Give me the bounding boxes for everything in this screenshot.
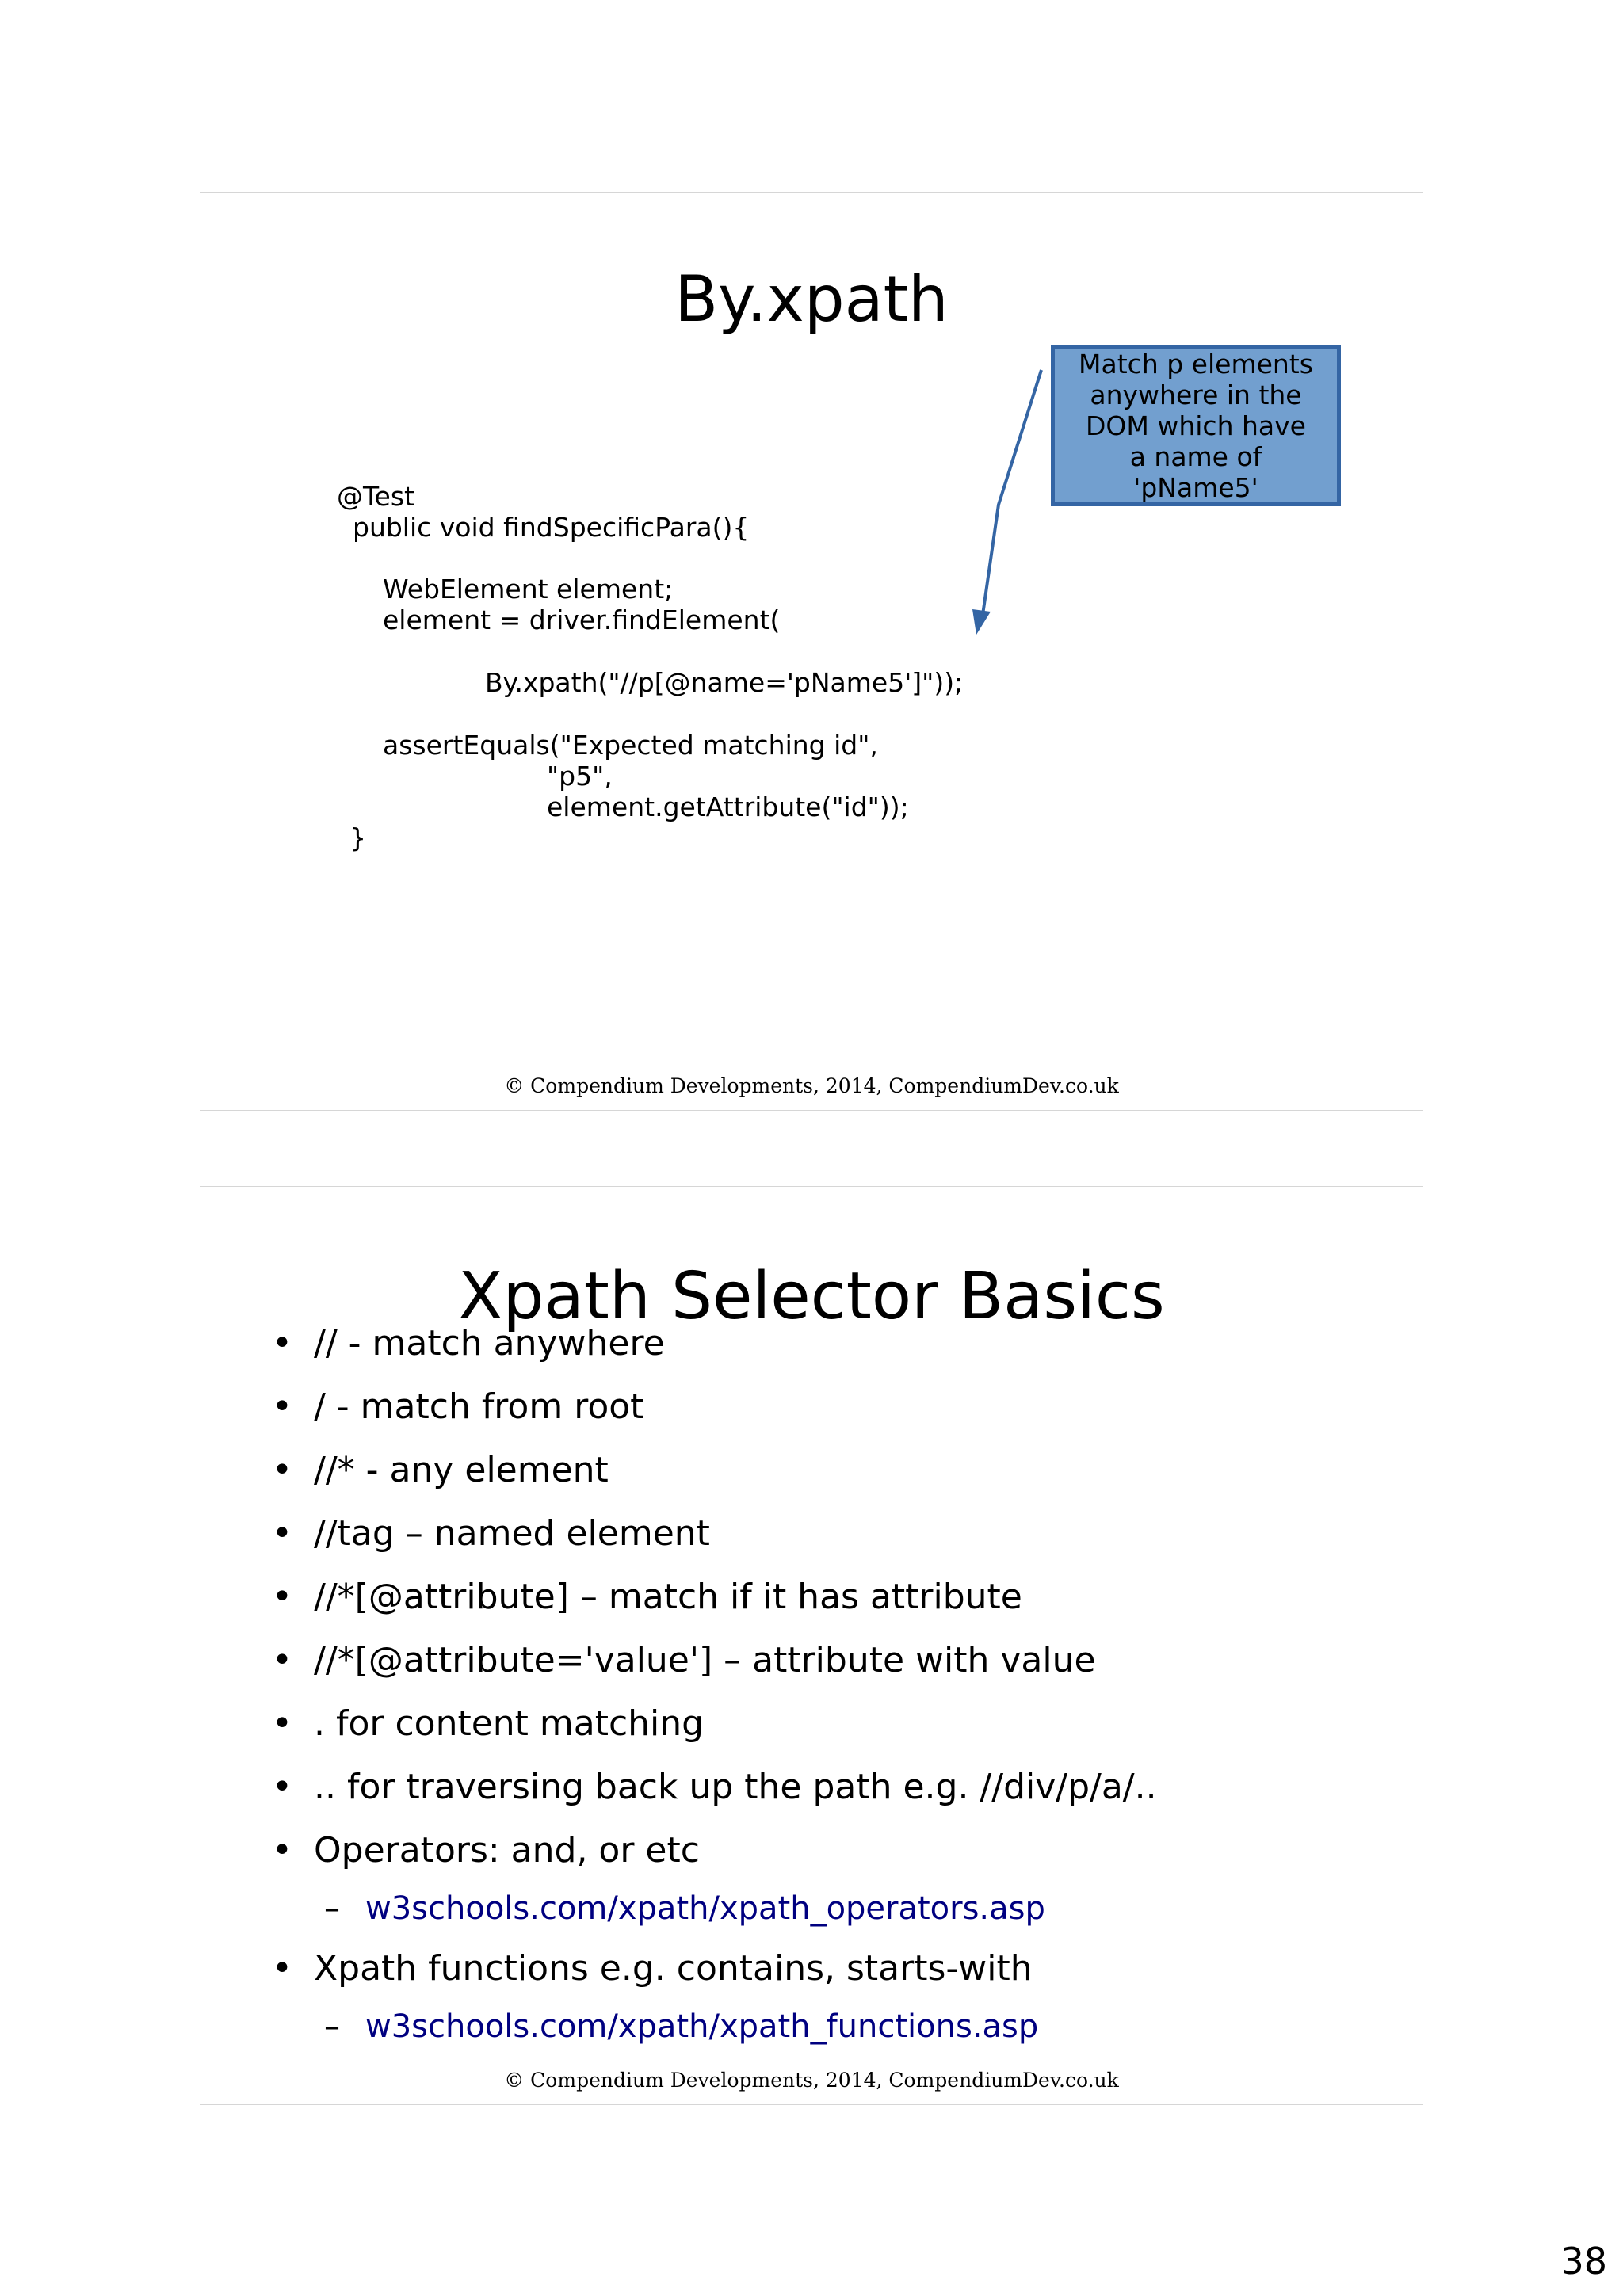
bullet-dot: • [272,1703,292,1744]
slide-footer: © Compendium Developments, 2014, CompendiumDev.co.uk [504,1074,1119,1097]
callout-line: DOM which have [1086,410,1306,441]
code-line: element = driver.findElement( [383,605,781,635]
bullet-dot: • [272,1767,292,1807]
bullet-text: Xpath functions e.g. contains, starts-with [314,1948,1033,1989]
page-number: 38 [1560,2240,1607,2283]
bullet-text: //*[@attribute='value'] – attribute with value [314,1640,1096,1680]
sub-bullet-dash: – [324,1890,340,1927]
operators-link[interactable]: w3schools.com/xpath/xpath_operators.asp [365,1890,1045,1927]
callout-line: anywhere in the [1090,379,1302,410]
bullet-text: Operators: and, or etc [314,1830,700,1871]
code-line: element.getAttribute("id")); [547,791,909,822]
bullet-dot: • [272,1323,292,1363]
callout-line: a name of 'pName5' [1129,441,1262,503]
bullet-text: // - match anywhere [314,1323,665,1363]
code-line: "p5", [547,761,613,791]
slide-footer: © Compendium Developments, 2014, CompendiumDev.co.uk [504,2069,1119,2092]
slide-xpath-selector-basics [200,1186,1423,2105]
callout-line: Match p elements [1079,349,1313,379]
bullet-dot: • [272,1830,292,1871]
code-line: WebElement element; [383,574,674,605]
bullet-dot: • [272,1948,292,1989]
bullet-text: //* - any element [314,1450,609,1490]
bullet-text: / - match from root [314,1386,644,1427]
callout-arrow-head [972,609,991,635]
code-line: public void findSpecificPara(){ [353,512,750,543]
code-line: } [349,822,366,853]
bullet-text: . for content matching [314,1703,705,1744]
functions-link[interactable]: w3schools.com/xpath/xpath_functions.asp [365,2008,1039,2045]
callout-arrow-line [982,370,1041,620]
bullet-text: //*[@attribute] – match if it has attribute [314,1577,1022,1617]
bullet-dot: • [272,1513,292,1554]
slide-title: By.xpath [674,262,949,336]
bullet-dot: • [272,1577,292,1617]
sub-bullet-dash: – [324,2008,340,2045]
bullet-dot: • [272,1450,292,1490]
callout-box [1051,345,1341,506]
slide-title: Xpath Selector Basics [458,1259,1165,1334]
bullet-text: //tag – named element [314,1513,710,1554]
code-line: assertEquals("Expected matching id", [383,730,878,761]
code-line: By.xpath("//p[@name='pName5']")); [485,667,964,698]
bullet-dot: • [272,1640,292,1680]
slide-by-xpath [200,192,1423,1111]
callout-text [1064,349,1327,503]
bullet-dot: • [272,1386,292,1427]
code-line: @Test [337,481,414,512]
bullet-text: .. for traversing back up the path e.g. //div/p/a/.. [314,1767,1157,1807]
